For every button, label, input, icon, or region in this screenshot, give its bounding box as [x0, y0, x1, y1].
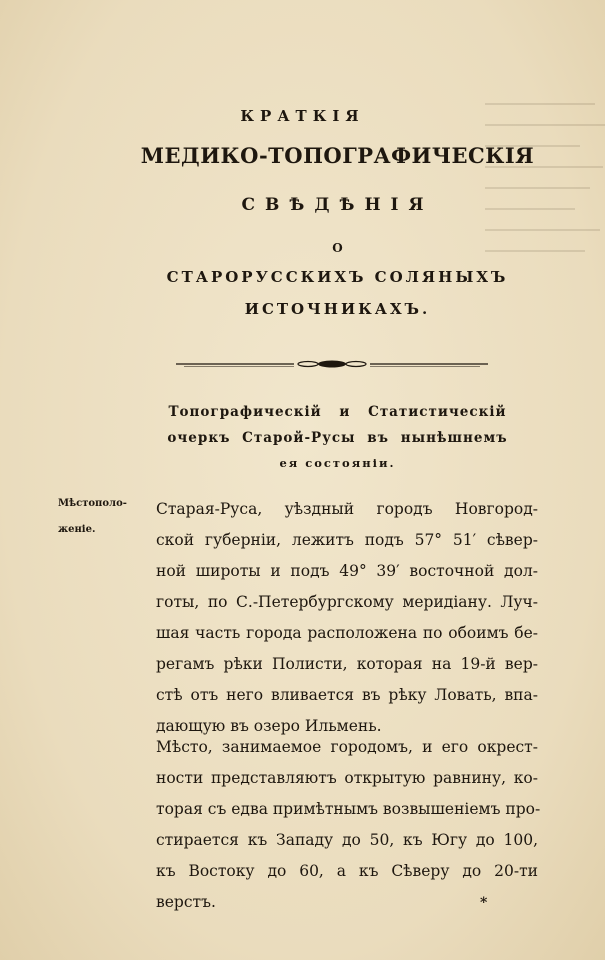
signature-mark: * — [480, 895, 488, 911]
text-line: ской губерніи, лежитъ подъ 57° 51′ сѣвер- — [156, 531, 538, 549]
text-line: стирается къ Западу до 50, къ Югу до 100, — [156, 831, 538, 849]
margin-note-line-2: женіе. — [58, 524, 96, 535]
text-line: ности представляютъ открытую равнину, ко- — [156, 769, 538, 787]
subheading-line-2: очеркъ Старой-Русы въ нынѣшнемъ — [167, 430, 508, 446]
text-line: Мѣсто, занимаемое городомъ, и его окрест- — [156, 738, 538, 756]
text-line: верстъ. — [156, 893, 216, 911]
title-line-1: КРАТКІЯ — [240, 107, 365, 125]
title-line-2: МЕДИКО-ТОПОГРАФИЧЕСКІЯ — [140, 143, 535, 168]
text-line: шая часть города расположена по обоимъ бе- — [156, 624, 538, 642]
text-line: къ Востоку до 60, а къ Сѣверу до 20-ти — [156, 862, 538, 880]
text-line: регамъ рѣки Полисти, которая на 19-й вер- — [156, 655, 538, 673]
ornamental-divider — [176, 357, 488, 371]
title-line-4: О — [332, 241, 343, 255]
subheading-line-3: ея состояніи. — [279, 456, 396, 470]
title-line-3: СВѢДѢНІЯ — [241, 195, 434, 215]
text-line: дающую въ озеро Ильмень. — [156, 717, 382, 735]
text-line: готы, по С.-Петербургскому меридіану. Луч- — [156, 593, 538, 611]
text-line: стѣ отъ него вливается въ рѣку Ловать, впа- — [156, 686, 538, 704]
paragraph-1 — [156, 494, 538, 742]
margin-note-line-1: Мѣстополо- — [58, 498, 127, 509]
text-line: Старая-Руса, уѣздный городъ Новгород- — [156, 500, 538, 518]
title-line-6: ИСТОЧНИКАХЪ. — [244, 300, 431, 318]
text-line: ной широты и подъ 49° 39′ восточной дол- — [156, 562, 538, 580]
paragraph-2 — [156, 732, 541, 918]
text-line: торая съ едва примѣтнымъ возвышеніемъ про- — [156, 800, 541, 818]
subheading-line-1: Топографическій и Статистическій — [168, 404, 507, 420]
title-line-5: СТАРОРУССКИХЪ СОЛЯНЫХЪ — [166, 268, 509, 286]
